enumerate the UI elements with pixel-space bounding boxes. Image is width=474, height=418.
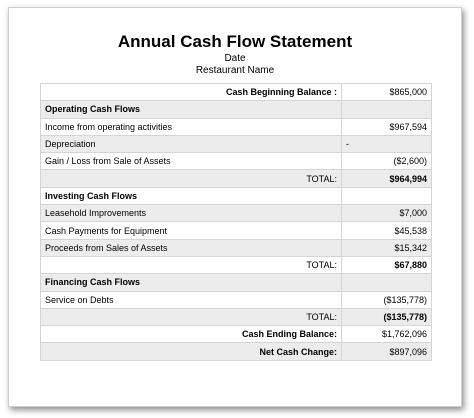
table-row-section (41, 187, 432, 204)
row-label: Financing Cash Flows (41, 274, 342, 291)
row-label: Cash Payments for Equipment (41, 222, 342, 239)
table-row-section (41, 274, 432, 291)
row-value (342, 187, 432, 204)
table-row-item (41, 291, 432, 308)
row-label: TOTAL: (41, 256, 342, 273)
row-value (342, 101, 432, 118)
row-label: Proceeds from Sales of Assets (41, 239, 342, 256)
row-label: Depreciation (41, 135, 342, 152)
table-row-item (41, 135, 432, 152)
table-row-summary (41, 84, 432, 101)
row-value: ($2,600) (342, 153, 432, 170)
row-label: Cash Beginning Balance : (41, 84, 342, 101)
row-value: - (342, 135, 432, 152)
row-label: TOTAL: (41, 308, 342, 325)
row-label: Income from operating activities (41, 118, 342, 135)
statement-page (8, 7, 462, 407)
table-row-section (41, 101, 432, 118)
row-value: ($135,778) (342, 291, 432, 308)
row-label: Leasehold Improvements (41, 205, 342, 222)
cash-flow-table-body (41, 84, 432, 361)
row-value (342, 274, 432, 291)
table-row-total (41, 170, 432, 187)
row-value: $964,994 (342, 170, 432, 187)
table-row-item (41, 118, 432, 135)
row-value: $1,762,096 (342, 326, 432, 343)
row-label: Service on Debts (41, 291, 342, 308)
row-value: $67,880 (342, 256, 432, 273)
document-title: Annual Cash Flow Statement (117, 32, 353, 51)
row-value: $967,594 (342, 118, 432, 135)
table-row-total (41, 308, 432, 325)
cash-flow-table (40, 83, 432, 361)
table-row-summary (41, 326, 432, 343)
row-value: $897,096 (342, 343, 432, 360)
row-value: $7,000 (342, 205, 432, 222)
table-row-total (41, 256, 432, 273)
row-label: Cash Ending Balance: (41, 326, 342, 343)
row-label: TOTAL: (41, 170, 342, 187)
row-label: Gain / Loss from Sale of Assets (41, 153, 342, 170)
restaurant-name: Restaurant Name (195, 65, 275, 76)
row-label: Operating Cash Flows (41, 101, 342, 118)
row-value: $45,538 (342, 222, 432, 239)
row-value: $865,000 (342, 84, 432, 101)
document-date: Date (224, 53, 246, 64)
table-row-item (41, 222, 432, 239)
table-row-item (41, 153, 432, 170)
row-value: ($135,778) (342, 308, 432, 325)
table-row-item (41, 205, 432, 222)
table-row-summary (41, 343, 432, 360)
table-row-item (41, 239, 432, 256)
row-label: Net Cash Change: (41, 343, 342, 360)
row-label: Investing Cash Flows (41, 187, 342, 204)
row-value: $15,342 (342, 239, 432, 256)
